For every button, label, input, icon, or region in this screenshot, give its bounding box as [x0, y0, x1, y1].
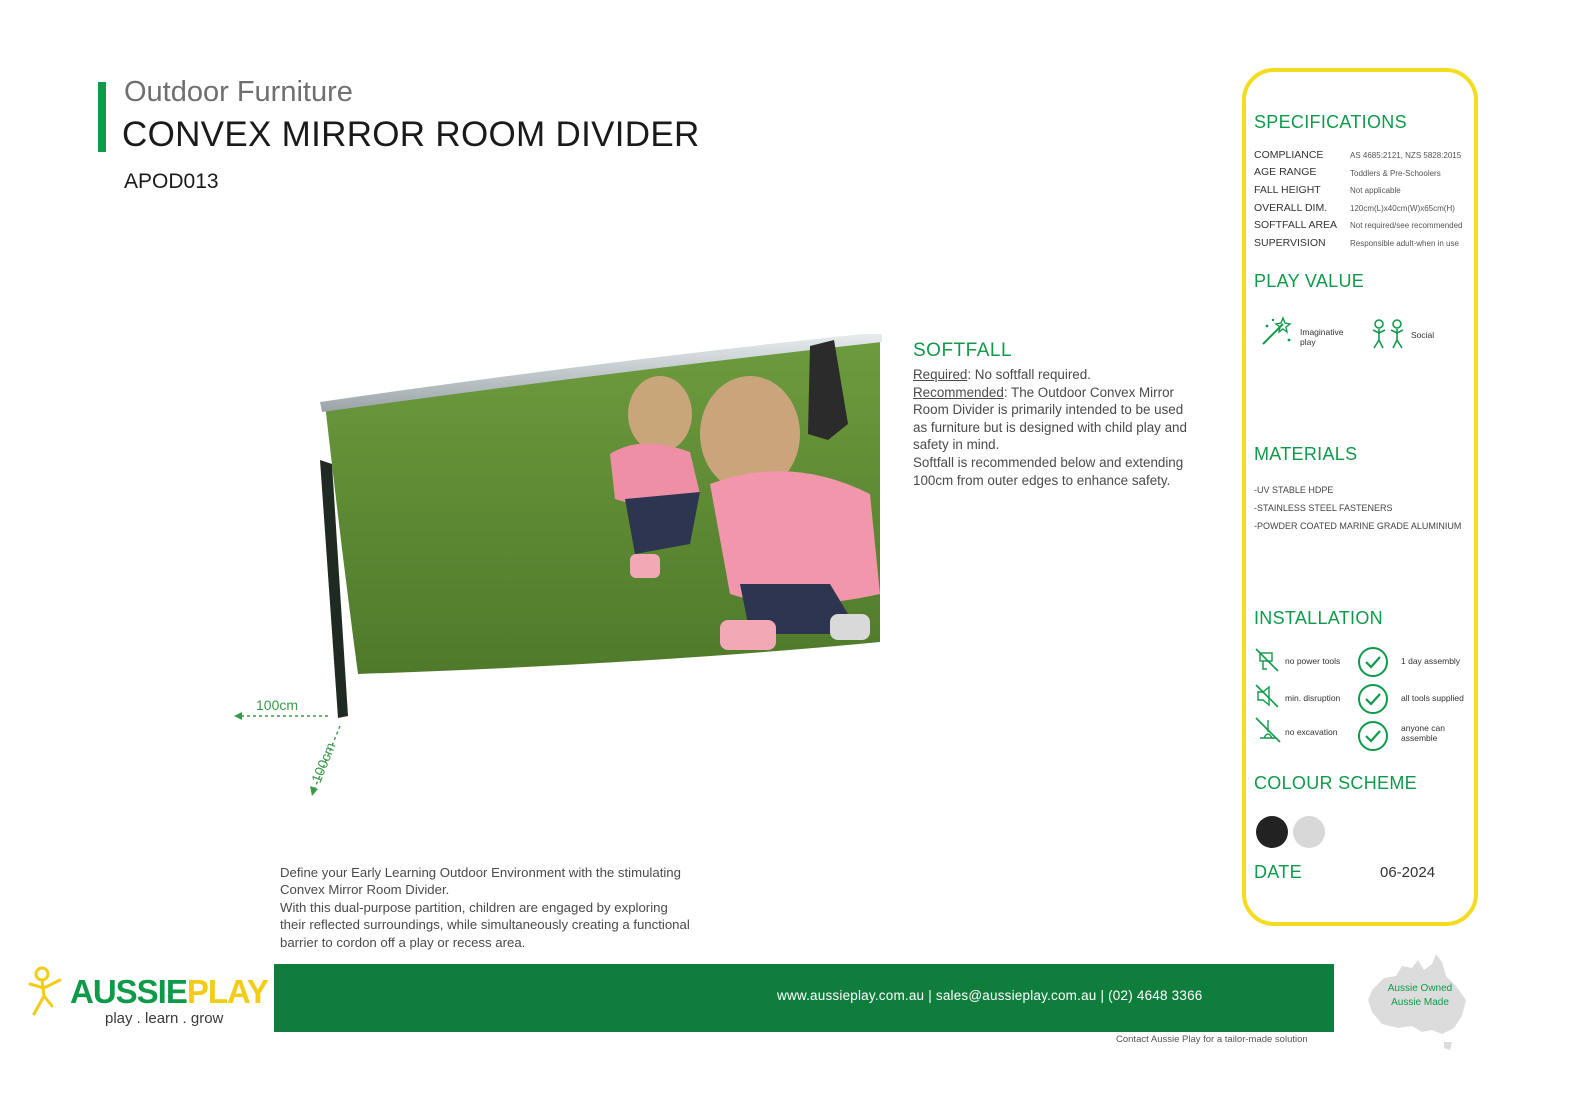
no-excavation-icon — [1254, 716, 1282, 744]
play-value-label — [1300, 327, 1343, 347]
no-power-tools-icon — [1254, 647, 1280, 673]
check-circle-icon — [1357, 683, 1389, 715]
aussie-owned-badge — [1382, 982, 1458, 1010]
spec-value: Responsible adult-when in use — [1350, 239, 1459, 248]
spec-label: SOFTFALL AREA — [1254, 219, 1338, 231]
product-photo — [230, 334, 900, 814]
spec-label: FALL HEIGHT — [1254, 184, 1321, 196]
aussie-play-logo-icon — [22, 966, 70, 1018]
play-value-label-line: play — [1300, 337, 1316, 347]
aussie-made-line: Aussie Made — [1391, 997, 1449, 1008]
softfall-recommended-text: : The Outdoor Convex Mirror Room Divider is primarily intended to be used as furniture but is designed with child play and safety in mind. — [913, 384, 1187, 453]
colour-swatch-light — [1293, 816, 1325, 848]
min-disruption-icon — [1254, 683, 1280, 709]
check-circle-icon — [1357, 646, 1389, 678]
softfall-heading: SOFTFALL — [913, 340, 1013, 361]
title-accent-bar — [98, 82, 106, 152]
product-description — [280, 864, 690, 951]
colour-scheme-heading: COLOUR SCHEME — [1254, 773, 1417, 793]
tailor-made-note: Contact Aussie Play for a tailor-made solution — [1116, 1034, 1308, 1045]
dimension-label-horizontal: 100cm — [256, 697, 299, 713]
spec-label: SUPERVISION — [1254, 237, 1326, 249]
spec-value: Not required/see recommended — [1350, 221, 1463, 230]
spec-value: Not applicable — [1350, 186, 1401, 195]
aussie-owned-line: Aussie Owned — [1387, 983, 1453, 994]
softfall-extra-text: Softfall is recommended below and extending 100cm from outer edges to enhance safety. — [913, 454, 1184, 488]
logo-play: PLAY — [186, 973, 268, 1010]
colour-swatch-dark — [1256, 816, 1288, 848]
installation-label-line: assemble — [1401, 733, 1438, 743]
spec-label: AGE RANGE — [1254, 166, 1317, 178]
spec-value: AS 4685:2121, NZS 5828:2015 — [1350, 151, 1462, 160]
date-value: 06-2024 — [1380, 864, 1436, 881]
logo-tagline: play . learn . grow — [105, 1010, 224, 1027]
logo-aussie: AUSSIE — [70, 973, 187, 1010]
materials-heading: MATERIALS — [1254, 444, 1358, 464]
specifications-heading: SPECIFICATIONS — [1254, 112, 1407, 132]
installation-label — [1401, 723, 1445, 743]
material-item: -POWDER COATED MARINE GRADE ALUMINIUM — [1254, 521, 1462, 531]
softfall-body — [913, 366, 1198, 489]
material-item: -UV STABLE HDPE — [1254, 485, 1334, 495]
material-item: -STAINLESS STEEL FASTENERS — [1254, 503, 1393, 513]
check-circle-icon — [1357, 720, 1389, 752]
spec-value: Toddlers & Pre-Schoolers — [1350, 169, 1441, 178]
installation-label: no excavation — [1285, 727, 1338, 737]
description-line-2: With this dual-purpose partition, children are engaged by exploring their reflected surroundings, while simultaneously creating a functional barrier to cordon off a play or recess area. — [280, 899, 690, 950]
play-value-heading: PLAY VALUE — [1254, 271, 1365, 291]
description-line-1: Define your Early Learning Outdoor Environment with the stimulating Convex Mirror Room Divider. — [280, 865, 681, 898]
aussie-play-logo-text — [70, 973, 268, 1011]
softfall-recommended-label: Recommended — [913, 384, 1004, 400]
installation-label: min. disruption — [1285, 693, 1341, 703]
date-heading: DATE — [1254, 862, 1302, 882]
play-value-label-line: Imaginative — [1300, 327, 1344, 337]
spec-label: COMPLIANCE — [1254, 149, 1324, 161]
softfall-required-text: : No softfall required. — [967, 367, 1091, 382]
dimension-arrow-horizontal — [234, 712, 328, 720]
imaginative-play-icon — [1259, 316, 1295, 348]
product-title: CONVEX MIRROR ROOM DIVIDER — [122, 115, 700, 154]
spec-label: OVERALL DIM. — [1254, 202, 1328, 214]
installation-label-line: anyone can — [1401, 723, 1445, 733]
spec-value: 120cm(L)x40cm(W)x65cm(H) — [1350, 204, 1455, 213]
play-value-label: Social — [1411, 330, 1435, 340]
installation-label: 1 day assembly — [1401, 656, 1461, 666]
product-category: Outdoor Furniture — [124, 76, 353, 108]
installation-heading: INSTALLATION — [1254, 608, 1383, 628]
social-icon — [1369, 316, 1409, 350]
installation-label: no power tools — [1285, 656, 1341, 666]
softfall-required-label: Required — [913, 367, 968, 382]
dimension-label-diagonal: 100cm — [307, 740, 339, 786]
footer-contact-info: www.aussieplay.com.au | sales@aussieplay.com.au | (02) 4648 3366 — [777, 988, 1203, 1003]
product-code: APOD013 — [124, 170, 219, 193]
installation-label: all tools supplied — [1401, 693, 1464, 703]
spec-panel — [1242, 68, 1478, 926]
